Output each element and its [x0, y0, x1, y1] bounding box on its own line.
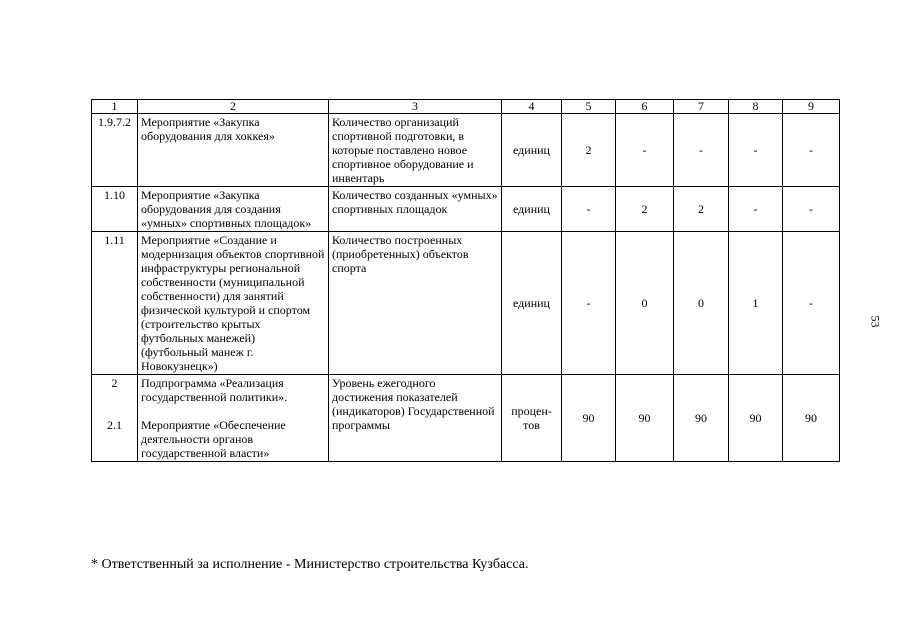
header-cell-4: 4: [502, 100, 562, 114]
value-cell-5: -: [562, 187, 616, 232]
value-cell-9: -: [783, 114, 840, 187]
value-cell-8: -: [729, 114, 783, 187]
header-cell-5: 5: [562, 100, 616, 114]
row-number: 1.10: [92, 187, 138, 232]
value-cell-8: 90: [729, 375, 783, 462]
value-cell-6: 90: [616, 375, 674, 462]
value-cell-6: 0: [616, 232, 674, 375]
footnote: * Ответственный за исполнение - Министерство строительства Кузбасса.: [91, 557, 529, 572]
table-row: [92, 232, 840, 375]
event-cell: Мероприятие «Закупка оборудования для создания «умных» спортивных площадок»: [138, 187, 329, 232]
header-cell-8: 8: [729, 100, 783, 114]
spacer: [93, 390, 136, 418]
indicator-cell: Количество созданных «умных» спортивных площадок: [329, 187, 502, 232]
event-number: 2.1: [107, 418, 122, 432]
unit-cell: единиц: [502, 232, 562, 375]
unit-cell: процен-тов: [502, 375, 562, 462]
unit-cell: единиц: [502, 187, 562, 232]
header-cell-9: 9: [783, 100, 840, 114]
value-cell-9: -: [783, 187, 840, 232]
value-cell-7: 90: [674, 375, 729, 462]
value-cell-5: 90: [562, 375, 616, 462]
value-cell-9: -: [783, 232, 840, 375]
unit-cell: единиц: [502, 114, 562, 187]
value-cell-6: 2: [616, 187, 674, 232]
row-number: 1.11: [92, 232, 138, 375]
table-row: [92, 375, 840, 462]
header-cell-3: 3: [329, 100, 502, 114]
row-number-cell: [92, 375, 138, 462]
page-number: 53: [868, 315, 883, 328]
indicator-cell: Количество построенных (приобретенных) объектов спорта: [329, 232, 502, 375]
value-cell-7: -: [674, 114, 729, 187]
header-cell-6: 6: [616, 100, 674, 114]
event-cell: Мероприятие «Закупка оборудования для хоккея»: [138, 114, 329, 187]
row-number: 1.9.7.2: [92, 114, 138, 187]
header-cell-2: 2: [138, 100, 329, 114]
indicator-cell: Уровень ежегодного достижения показателей (индикаторов) Государственной программы: [329, 375, 502, 462]
value-cell-6: -: [616, 114, 674, 187]
header-row: [92, 100, 840, 114]
value-cell-5: -: [562, 232, 616, 375]
table-row: [92, 114, 840, 187]
value-cell-9: 90: [783, 375, 840, 462]
indicator-cell: Количество организаций спортивной подготовки, в которые поставлено новое спортивное оборудование и инвентарь: [329, 114, 502, 187]
header-cell-7: 7: [674, 100, 729, 114]
value-cell-8: 1: [729, 232, 783, 375]
value-cell-7: 2: [674, 187, 729, 232]
event-cell: [138, 375, 329, 462]
spacer: [141, 404, 325, 418]
event-title: Мероприятие «Обеспечение деятельности органов государственной власти»: [141, 418, 286, 460]
value-cell-8: -: [729, 187, 783, 232]
indicators-table: [91, 99, 840, 462]
header-cell-1: 1: [92, 100, 138, 114]
event-cell: Мероприятие «Создание и модернизация объектов спортивной инфраструктуры региональной собственности (муниципальной собственности) для занятий физической культурой и спортом (строительство крытых футбольных манежей) (футбольный манеж г. Новокузнецк»): [138, 232, 329, 375]
subprogram-number: 2: [111, 376, 118, 390]
table-row: [92, 187, 840, 232]
subprogram-title: Подпрограмма «Реализация государственной политики».: [141, 376, 288, 404]
value-cell-5: 2: [562, 114, 616, 187]
value-cell-7: 0: [674, 232, 729, 375]
